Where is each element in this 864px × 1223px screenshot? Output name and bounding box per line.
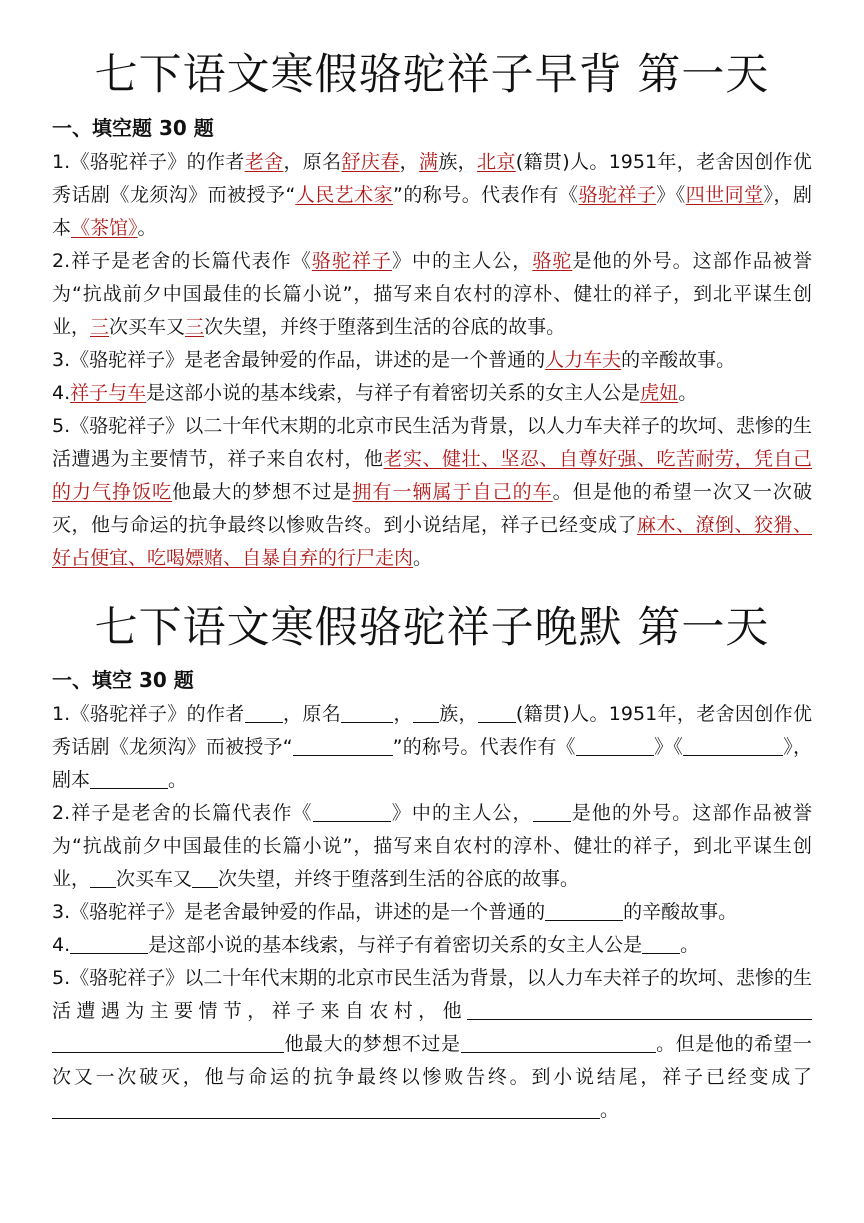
answer-blank[interactable] bbox=[90, 867, 116, 888]
question-number: 4. bbox=[52, 381, 71, 404]
question-text: 次买车又 bbox=[109, 315, 186, 338]
morning-question-5 bbox=[52, 410, 812, 575]
question-text: 。 bbox=[137, 216, 157, 239]
question-number: 3. bbox=[52, 348, 71, 371]
question-text: 是这部小说的基本线索，与祥子有着密切关系的女主人公是 bbox=[148, 934, 643, 957]
question-text: 《骆驼祥子》的作者 bbox=[70, 703, 245, 726]
question-number: 5. bbox=[52, 967, 71, 990]
question-text: 。 bbox=[680, 934, 700, 957]
answer-blank[interactable] bbox=[533, 801, 571, 822]
answer: 三 bbox=[90, 315, 110, 338]
answer-blank[interactable] bbox=[545, 900, 623, 921]
answer: 人民艺术家 bbox=[295, 183, 394, 206]
question-text: 祥子是老舍的长篇代表作《 bbox=[70, 802, 313, 825]
answer: 骆驼祥子 bbox=[311, 249, 392, 272]
answer: 北京 bbox=[477, 150, 516, 173]
morning-question-2 bbox=[52, 245, 812, 344]
answer-blank[interactable] bbox=[478, 702, 516, 723]
question-text: 《骆驼祥子》以二十年代末期的北京市民生活为背景，以人力车夫祥子的坎坷、悲惨的生活遭遇为主要情节，祥子来自农村，他 bbox=[52, 967, 812, 1023]
question-text: (籍贯)人。1951年，老舍因创作优秀话剧《龙须沟》而被授予“ bbox=[52, 150, 812, 206]
question-number: 1. bbox=[52, 150, 71, 173]
answer-blank[interactable] bbox=[70, 933, 148, 954]
evening-question-2 bbox=[52, 797, 812, 896]
question-text: 次失望，并终于堕落到生活的谷底的故事。 bbox=[218, 868, 580, 891]
evening-title: 七下语文寒假骆驼祥子晚默 第一天 bbox=[94, 602, 770, 653]
answer: 虎妞 bbox=[640, 381, 679, 404]
question-text: ”的称号。代表作有《 bbox=[393, 183, 579, 206]
question-number: 3. bbox=[52, 901, 71, 924]
question-text: ，原名 bbox=[283, 150, 342, 173]
morning-section-heading: 一、填空题 30 题 bbox=[52, 115, 214, 140]
question-number: 5. bbox=[52, 414, 71, 437]
answer-blank[interactable] bbox=[467, 999, 812, 1020]
answer: 祥子与车 bbox=[70, 381, 147, 404]
answer-blank[interactable] bbox=[461, 1032, 656, 1053]
evening-question-3 bbox=[52, 896, 812, 929]
answer: 老舍 bbox=[244, 150, 284, 173]
question-text: 》，剧本 bbox=[52, 183, 812, 239]
question-text: 族， bbox=[438, 150, 478, 173]
answer: 四世同堂 bbox=[685, 183, 764, 206]
morning-question-4 bbox=[52, 377, 812, 410]
question-text: 。 bbox=[168, 769, 188, 792]
question-text: 》《 bbox=[656, 183, 686, 206]
answer: 骆驼祥子 bbox=[578, 183, 657, 206]
question-text: 。 bbox=[678, 381, 698, 404]
answer: 人力车夫 bbox=[545, 348, 622, 371]
answer: 满 bbox=[418, 150, 439, 173]
question-text: ， bbox=[399, 150, 419, 173]
answer: 麻木、潦倒、狡猾、好占便宜、吃喝嫖赌、自暴自弃的行尸走肉 bbox=[52, 513, 812, 569]
question-text: 的辛酸故事。 bbox=[623, 901, 738, 924]
question-text: 》，剧本 bbox=[52, 736, 812, 792]
answer-blank[interactable] bbox=[90, 768, 168, 789]
answer: 骆驼 bbox=[532, 249, 573, 272]
question-number: 2. bbox=[52, 802, 71, 825]
question-number: 1. bbox=[52, 703, 71, 726]
question-text: ，原名 bbox=[282, 703, 342, 726]
answer: 三 bbox=[185, 315, 205, 338]
question-text: 是他的外号。这部作品被誉为“抗战前夕中国最佳的长篇小说”，描写来自农村的淳朴、健壮的祥子，到北平谋生创业， bbox=[52, 802, 812, 891]
question-text: 次失望，并终于堕落到生活的谷底的故事。 bbox=[204, 315, 566, 338]
answer-blank[interactable] bbox=[245, 702, 283, 723]
question-text: 是他的外号。这部作品被誉为“抗战前夕中国最佳的长篇小说”，描写来自农村的淳朴、健壮的祥子，到北平谋生创业， bbox=[52, 249, 812, 338]
answer-blank[interactable] bbox=[413, 702, 439, 723]
question-text: 他最大的梦想不过是 bbox=[172, 480, 353, 503]
question-text: 。但是他的希望一次又一次破灭，他与命运的抗争最终以惨败告终。到小说结尾，祥子已经变成了 bbox=[52, 1033, 812, 1089]
morning-question-1 bbox=[52, 146, 812, 245]
question-text: 《骆驼祥子》是老舍最钟爱的作品，讲述的是一个普通的 bbox=[70, 901, 546, 924]
question-text: ， bbox=[393, 703, 413, 726]
answer-blank[interactable] bbox=[52, 1032, 284, 1053]
answer-blank[interactable] bbox=[192, 867, 218, 888]
answer-blank[interactable] bbox=[313, 801, 391, 822]
question-text: 的辛酸故事。 bbox=[621, 348, 736, 371]
question-text: 祥子是老舍的长篇代表作《 bbox=[70, 249, 312, 272]
question-text: 》中的主人公， bbox=[391, 249, 533, 272]
answer: 舒庆春 bbox=[341, 150, 400, 173]
answer-blank[interactable] bbox=[683, 735, 783, 756]
answer: 《茶馆》 bbox=[71, 216, 138, 239]
question-text: 族， bbox=[438, 703, 478, 726]
question-text: 是这部小说的基本线索，与祥子有着密切关系的女主人公是 bbox=[146, 381, 641, 404]
question-text: 》中的主人公， bbox=[390, 802, 533, 825]
morning-question-3 bbox=[52, 344, 812, 377]
question-text: 《骆驼祥子》以二十年代末期的北京市民生活为背景，以人力车夫祥子的坎坷、悲惨的生活遭遇为主要情节，祥子来自农村，他 bbox=[52, 414, 812, 470]
question-text: 。 bbox=[600, 1099, 620, 1122]
question-text: 《骆驼祥子》是老舍最钟爱的作品，讲述的是一个普通的 bbox=[70, 348, 546, 371]
answer-blank[interactable] bbox=[576, 735, 654, 756]
question-number: 4. bbox=[52, 934, 71, 957]
answer-blank[interactable] bbox=[293, 735, 393, 756]
question-text: (籍贯)人。1951年，老舍因创作优秀话剧《龙须沟》而被授予“ bbox=[52, 703, 812, 759]
question-text: ”的称号。代表作有《 bbox=[392, 736, 576, 759]
evening-section-heading: 一、填空 30 题 bbox=[52, 668, 194, 693]
evening-question-5 bbox=[52, 962, 812, 1127]
answer: 老实、健壮、坚忍、自尊好强、吃苦耐劳，凭自己的力气挣饭吃 bbox=[52, 447, 812, 503]
answer-blank[interactable] bbox=[642, 933, 680, 954]
question-text: 。 bbox=[413, 546, 433, 569]
question-text: 》《 bbox=[653, 736, 683, 759]
question-text: 。但是他的希望一次又一次破灭，他与命运的抗争最终以惨败告终。到小说结尾，祥子已经变成了 bbox=[52, 480, 812, 536]
question-text: 次买车又 bbox=[116, 868, 193, 891]
question-text: 《骆驼祥子》的作者 bbox=[70, 150, 245, 173]
evening-question-4 bbox=[52, 929, 812, 962]
answer-blank[interactable] bbox=[341, 702, 393, 723]
evening-question-1 bbox=[52, 698, 812, 797]
question-text: 他最大的梦想不过是 bbox=[284, 1033, 461, 1056]
morning-title: 七下语文寒假骆驼祥子早背 第一天 bbox=[94, 50, 770, 100]
answer-blank[interactable] bbox=[52, 1098, 600, 1119]
question-number: 2. bbox=[52, 249, 71, 272]
answer: 拥有一辆属于自己的车 bbox=[352, 480, 553, 503]
